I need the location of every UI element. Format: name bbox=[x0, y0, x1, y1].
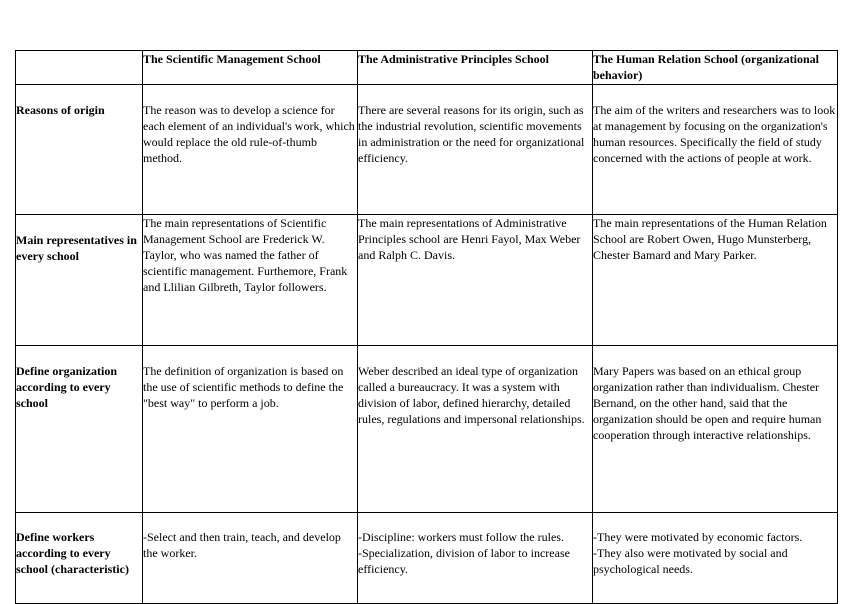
table-row bbox=[16, 85, 838, 215]
cell-scientific: The main representations of Scientific Management School are Frederick W. Taylor, who was named the father of scientific management. Furthemore, Frank and Llilian Gilbreth, Taylor followers. bbox=[143, 215, 358, 346]
table-row bbox=[16, 346, 838, 513]
cell-human: The aim of the writers and researchers was to look at management by focusing on the organization's human resources. Specifically the field of study concerned with the actions of people at work. bbox=[593, 85, 838, 215]
row-label-define-workers: Define workers according to every school (characteristic) bbox=[16, 513, 143, 604]
cell-human: The main representations of the Human Relation School are Robert Owen, Hugo Munsterberg, Chester Bamard and Mary Parker. bbox=[593, 215, 838, 346]
cell-scientific: The reason was to develop a science for each element of an individual's work, which would replace the old rule-of-thumb method. bbox=[143, 85, 358, 215]
list-item: -They also were motivated by social and psychological needs. bbox=[593, 546, 788, 576]
row-label-reasons: Reasons of origin bbox=[16, 85, 143, 215]
table-row bbox=[16, 513, 838, 604]
cell-human: Mary Papers was based on an ethical group organization rather than individualism. Chester Bernand, on the other hand, said that the organization should be open and require human cooperation through interactive relationships. bbox=[593, 346, 838, 513]
list-item: -They were motivated by economic factors. bbox=[593, 530, 803, 544]
header-row bbox=[16, 51, 838, 85]
comparison-table bbox=[15, 50, 838, 604]
header-administrative: The Administrative Principles School bbox=[358, 51, 593, 85]
header-empty-cell bbox=[16, 51, 143, 85]
list-item: -Specialization, division of labor to increase efficiency. bbox=[358, 546, 570, 576]
header-scientific: The Scientific Management School bbox=[143, 51, 358, 85]
cell-scientific: -Select and then train, teach, and develop the worker. bbox=[143, 513, 358, 604]
list-item: -Discipline: workers must follow the rules. bbox=[358, 530, 564, 544]
header-human-relation: The Human Relation School (organizational behavior) bbox=[593, 51, 838, 85]
cell-administrative bbox=[358, 513, 593, 604]
table-row bbox=[16, 215, 838, 346]
cell-human bbox=[593, 513, 838, 604]
row-label-define-organization: Define organization according to every school bbox=[16, 346, 143, 513]
cell-administrative: There are several reasons for its origin, such as the industrial revolution, scientific movements in administration or the need for organizational efficiency. bbox=[358, 85, 593, 215]
cell-administrative: Weber described an ideal type of organization called a bureaucracy. It was a system with division of labor, defined hierarchy, detailed rules, regulations and impersonal relationships. bbox=[358, 346, 593, 513]
row-label-representatives: Main representatives in every school bbox=[16, 215, 143, 346]
cell-administrative: The main representations of Administrative Principles school are Henri Fayol, Max Weber and Ralph C. Davis. bbox=[358, 215, 593, 346]
cell-scientific: The definition of organization is based on the use of scientific methods to define the "best way" to perform a job. bbox=[143, 346, 358, 513]
